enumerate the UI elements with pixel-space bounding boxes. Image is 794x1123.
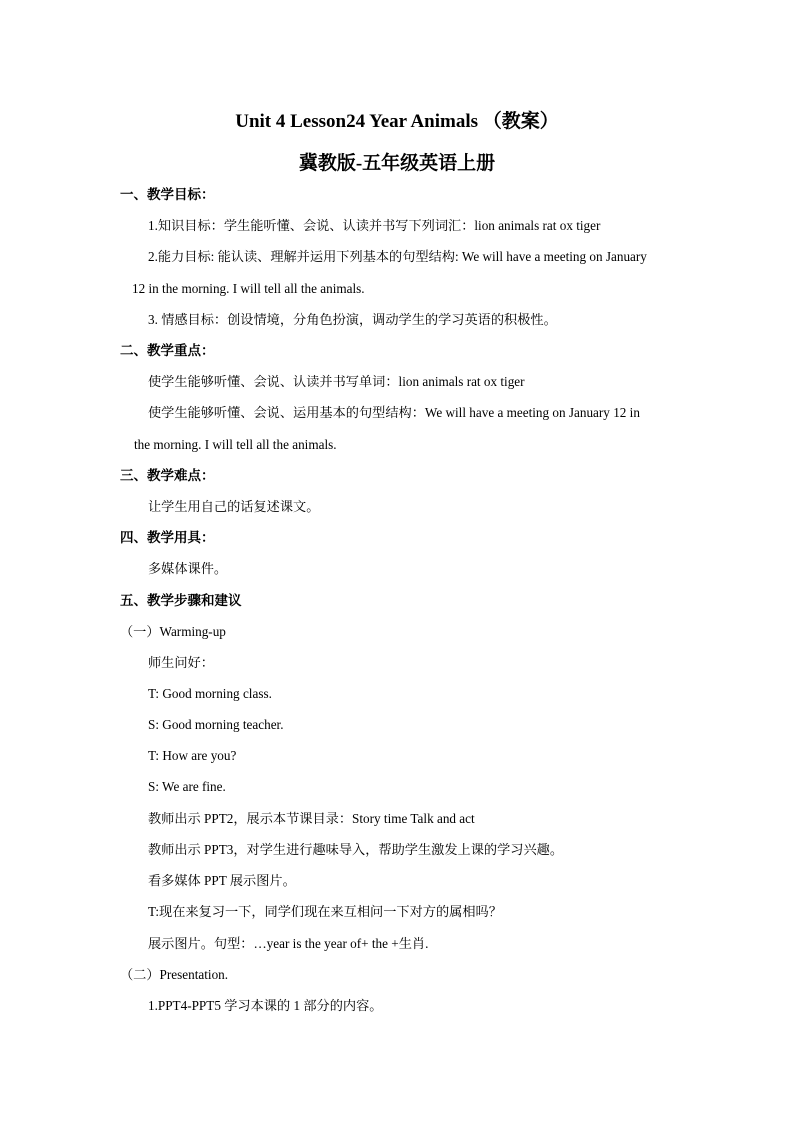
section-heading-objectives: 一、教学目标： <box>120 187 215 202</box>
document-title: Unit 4 Lesson24 Year Animals （教案） <box>235 111 559 132</box>
list-item: S: Good morning teacher. <box>148 717 284 732</box>
difficulty-text: 让学生用自己的话复述课文。 <box>148 499 320 514</box>
step-warming-up-heading: （一）Warming-up <box>120 624 226 639</box>
list-item: T:现在来复习一下，同学们现在来互相问一下对方的属相吗？ <box>148 904 502 919</box>
list-item: S: We are fine. <box>148 779 226 794</box>
section-heading-difficulties: 三、教学难点： <box>120 468 215 483</box>
section-heading-steps: 五、教学步骤和建议 <box>120 593 242 608</box>
objective-knowledge: 1.知识目标：学生能听懂、会说、认读并书写下列词汇：lion animals rat ox tiger <box>148 218 601 233</box>
list-item: 展示图片。句型：…year is the year of+ the +生肖. <box>148 936 429 951</box>
list-item: 师生问好： <box>148 655 214 670</box>
list-item: 教师出示 PPT2，展示本节课目录：Story time Talk and act <box>148 811 475 826</box>
list-item: 教师出示 PPT3，对学生进行趣味导入，帮助学生激发上课的学习兴趣。 <box>148 842 564 857</box>
key-point-vocabulary: 使学生能够听懂、会说、认读并书写单词：lion animals rat ox tiger <box>148 374 525 389</box>
step-presentation-heading: （二）Presentation. <box>120 967 229 982</box>
key-point-sentence-line1: 使学生能够听懂、会说、运用基本的句型结构：We will have a meeting on January 12 in <box>148 405 640 420</box>
objective-ability-line1: 2.能力目标: 能认读、理解并运用下列基本的句型结构: We will have a meeting on January <box>148 249 647 264</box>
materials-text: 多媒体课件。 <box>148 561 228 576</box>
objective-ability-line2: 12 in the morning. I will tell all the animals. <box>132 281 365 296</box>
list-item: T: How are you? <box>148 748 237 763</box>
key-point-sentence-line2: the morning. I will tell all the animals. <box>134 437 337 452</box>
section-heading-key-points: 二、教学重点： <box>120 343 215 358</box>
list-item: T: Good morning class. <box>148 686 272 701</box>
list-item: 1.PPT4-PPT5 学习本课的 1 部分的内容。 <box>148 998 383 1013</box>
section-heading-materials: 四、教学用具： <box>120 530 215 545</box>
objective-emotion: 3. 情感目标：创设情境，分角色扮演，调动学生的学习英语的积极性。 <box>148 312 557 327</box>
document-subtitle: 冀教版-五年级英语上册 <box>298 153 496 174</box>
list-item: 看多媒体 PPT 展示图片。 <box>148 873 296 888</box>
